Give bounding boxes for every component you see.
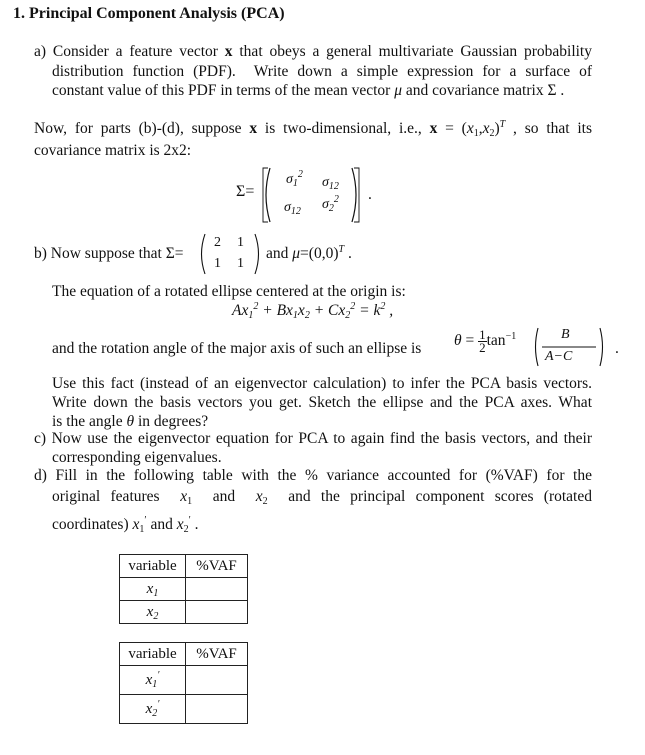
- fact-line-1: Use this fact (instead of an eigenvector calculation) to infer the PCA basis vectors.: [52, 375, 592, 392]
- rotation-text: and the rotation angle of the major axis of such an ellipse is: [52, 340, 422, 357]
- theta-equation: θ = $\frac{1}{2}$ $\tan^{-1}$: [454, 327, 517, 355]
- table1-header-vaf: %VAF: [186, 555, 248, 578]
- table2-header-vaf: %VAF: [186, 643, 248, 666]
- table2-cell-x1-prime-vaf[interactable]: [186, 666, 248, 695]
- part-c-line-1: c) Now use the eigenvector equation for PCA to again find the basis vectors, and their: [34, 430, 592, 447]
- problem-title: 1. Principal Component Analysis (PCA): [13, 5, 285, 22]
- table2-header-variable: variable: [120, 643, 186, 666]
- sigma-r1c2: $\sigma_{12}$: [322, 175, 339, 192]
- table2-row-x1-prime: $x_1'$: [120, 666, 186, 695]
- fact-line-2: Write down the basis vectors you get. Sketch the ellipse and the PCA axes. What: [52, 394, 592, 411]
- table2-row-x2-prime: $x_2'$: [120, 695, 186, 724]
- intro-line-2: covariance matrix is 2x2:: [34, 142, 192, 159]
- part-a-line-2: distribution function (PDF). Write down a simple expression for a surface of: [52, 63, 592, 80]
- table2-cell-x2-prime-vaf[interactable]: [186, 695, 248, 724]
- part-a-line-3: constant value of this PDF in terms of the mean vector μ and covariance matrix Σ .: [52, 82, 565, 99]
- part-b-prefix: b) Now suppose that Σ=: [34, 245, 184, 262]
- fact-line-3: is the angle θ in degrees?: [52, 413, 209, 430]
- sigma-matrix-brackets: [260, 166, 372, 224]
- sigma-r1c1: $\sigma_1^2$: [286, 169, 303, 189]
- theta-denominator: A−C: [545, 349, 573, 364]
- table1-cell-x2-vaf[interactable]: [186, 601, 248, 624]
- part-d-line-3: coordinates) $x_1'$ and $x_2'$ .: [52, 515, 199, 535]
- table1-row-x2: $x_2$: [120, 601, 186, 624]
- intro-line-1: Now, for parts (b)-(d), suppose x is two-dimensional, i.e., $x = (x_1,x_2)^T$ , so that its: [34, 119, 593, 139]
- theta-end-period: .: [615, 340, 619, 357]
- b-matrix-r2c1: 1: [214, 256, 221, 271]
- b-matrix-brackets: [197, 232, 263, 276]
- part-a-line-1: a) Consider a feature vector x that obeys a general multivariate Gaussian probability: [34, 43, 592, 60]
- table1-row-x1: $x_1$: [120, 578, 186, 601]
- part-c-line-2: corresponding eigenvalues.: [52, 449, 222, 466]
- table1-cell-x1-vaf[interactable]: [186, 578, 248, 601]
- sigma-r2c2: $\sigma_2^2$: [322, 194, 339, 214]
- table1-header-variable: variable: [120, 555, 186, 578]
- b-matrix-r1c1: 2: [214, 235, 221, 250]
- vaf-table-original: [119, 554, 248, 624]
- theta-numerator: B: [561, 327, 570, 342]
- b-and-mu: and $\mu=(0,0)^T$ .: [266, 244, 352, 262]
- ellipse-equation: $Ax_1^2 + Bx_1x_2 + Cx_2^2 = k^2$ ,: [232, 301, 394, 321]
- ellipse-intro: The equation of a rotated ellipse centered at the origin is:: [52, 283, 406, 300]
- b-matrix-r1c2: 1: [237, 235, 244, 250]
- vaf-table-rotated: [119, 642, 248, 724]
- part-d-line-2: original features $x_1$ and $x_2$ and the principal component scores (rotated: [52, 488, 592, 507]
- part-d-line-1: d) Fill in the following table with the % variance accounted for (%VAF) for the: [34, 467, 592, 484]
- sigma-lhs: Σ=: [236, 183, 255, 200]
- sigma-r2c1: $\sigma_{12}$: [284, 200, 301, 217]
- b-matrix-r2c2: 1: [237, 256, 244, 271]
- sigma-end-period: .: [368, 186, 372, 203]
